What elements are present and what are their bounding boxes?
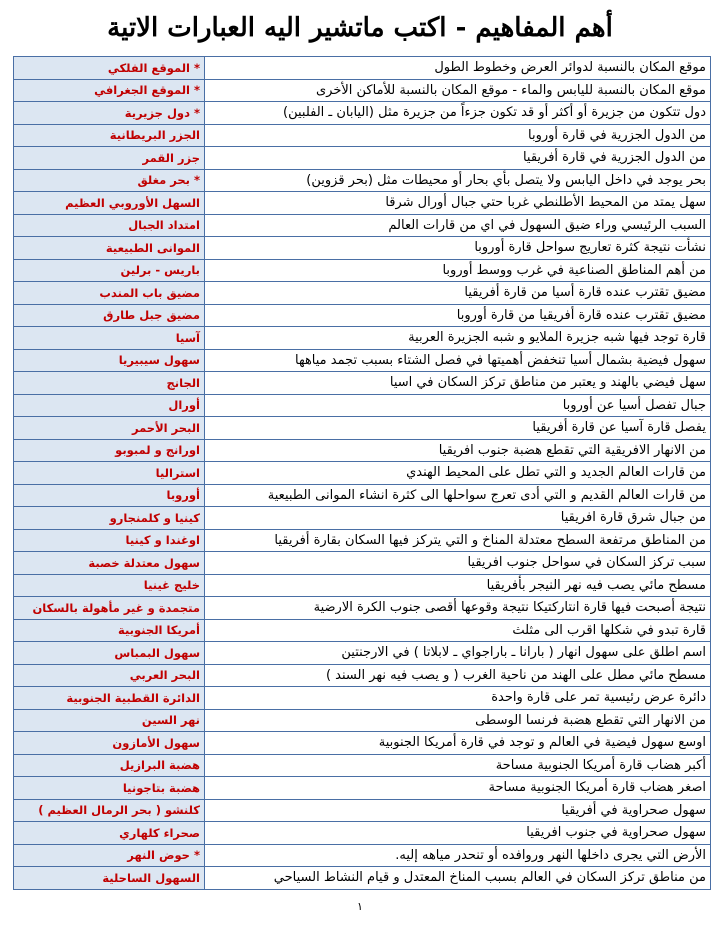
term-cell: جزر القمر: [14, 147, 205, 170]
table-row: [14, 484, 711, 507]
term-cell: أمريكا الجنوبية: [14, 619, 205, 642]
term-cell: * بحر مغلق: [14, 169, 205, 192]
term-cell: الجزر البريطانية: [14, 124, 205, 147]
definition-cell: مضيق تقترب عنده قارة أفريقيا من قارة أوروبا: [205, 304, 711, 327]
definition-cell: موقع المكان بالنسبة لليابس والماء - موقع المكان بالنسبة للأماكن الأخرى: [205, 79, 711, 102]
term-cell: سهول الأمازون: [14, 732, 205, 755]
term-cell: مضيق باب المندب: [14, 282, 205, 305]
table-row: [14, 169, 711, 192]
table-row: [14, 282, 711, 305]
table-row: [14, 259, 711, 282]
term-cell: نهر السين: [14, 709, 205, 732]
table-row: [14, 439, 711, 462]
table-row: [14, 237, 711, 260]
definition-cell: الأرض التي يجرى داخلها النهر وروافده أو تنحدر مياهه إليه.: [205, 844, 711, 867]
definition-cell: جبال تفصل أسيا عن أوروبا: [205, 394, 711, 417]
term-cell: البحر الأحمر: [14, 417, 205, 440]
term-cell: * حوض النهر: [14, 844, 205, 867]
table-row: [14, 844, 711, 867]
definition-cell: مضيق تقترب عنده قارة أسيا من قارة أفريقيا: [205, 282, 711, 305]
definition-cell: السبب الرئيسي وراء ضيق السهول في اي من قارات العالم: [205, 214, 711, 237]
table-row: [14, 57, 711, 80]
table-row: [14, 192, 711, 215]
term-cell: مضيق جبل طارق: [14, 304, 205, 327]
table-row: [14, 822, 711, 845]
concepts-table-body: [14, 57, 711, 890]
definition-cell: من مناطق تركز السكان في العالم بسبب المناخ المعتدل و قيام النشاط السياحي: [205, 867, 711, 890]
table-row: [14, 709, 711, 732]
term-cell: سهول سيبيريا: [14, 349, 205, 372]
table-row: [14, 799, 711, 822]
term-cell: امتداد الجبال: [14, 214, 205, 237]
term-cell: كينيا و كلمنجارو: [14, 507, 205, 530]
term-cell: خليج غينيا: [14, 574, 205, 597]
table-row: [14, 147, 711, 170]
definition-cell: من الانهار الافريقية التي تقطع هضبة جنوب افريقيا: [205, 439, 711, 462]
table-row: [14, 619, 711, 642]
definition-cell: من الدول الجزرية في قارة أفريقيا: [205, 147, 711, 170]
table-row: [14, 642, 711, 665]
table-row: [14, 732, 711, 755]
term-cell: الدائرة القطبية الجنوبية: [14, 687, 205, 710]
page-title: أهم المفاهيم - اكتب ماتشير اليه العبارات الاتية: [107, 13, 613, 43]
term-cell: اوغندا و كينيا: [14, 529, 205, 552]
term-cell: هضبة بتاجونيا: [14, 777, 205, 800]
definition-cell: من جبال شرق قارة افريقيا: [205, 507, 711, 530]
term-cell: السهول الساحلية: [14, 867, 205, 890]
table-row: [14, 124, 711, 147]
definition-cell: سهل يمتد من المحيط الأطلنطي غربا حتي جبال أورال شرقا: [205, 192, 711, 215]
term-cell: سهول معتدلة خصبة: [14, 552, 205, 575]
definition-cell: اسم اطلق على سهول انهار ( بارانا ـ باراجواي ـ لابلاتا ) في الارجنتين: [205, 642, 711, 665]
term-cell: البحر العربي: [14, 664, 205, 687]
definition-cell: مسطح مائي مطل على الهند من ناحية الغرب ( و يصب فيه نهر السند ): [205, 664, 711, 687]
term-cell: أورال: [14, 394, 205, 417]
table-row: [14, 304, 711, 327]
table-row: [14, 462, 711, 485]
definition-cell: نشأت نتيجة كثرة تعاريج سواحل قارة أوروبا: [205, 237, 711, 260]
table-row: [14, 417, 711, 440]
table-row: [14, 777, 711, 800]
term-cell: هضبة البرازيل: [14, 754, 205, 777]
term-cell: السهل الأوروبي العظيم: [14, 192, 205, 215]
table-row: [14, 867, 711, 890]
definition-cell: اوسع سهول فيضية في العالم و توجد في قارة أمريكا الجنوبية: [205, 732, 711, 755]
term-cell: * الموقع الفلكي: [14, 57, 205, 80]
definition-cell: يفصل قارة آسيا عن قارة أفريقيا: [205, 417, 711, 440]
table-row: [14, 574, 711, 597]
table-row: [14, 664, 711, 687]
concepts-table: [13, 56, 711, 890]
table-row: [14, 214, 711, 237]
definition-cell: اصغر هضاب قارة أمريكا الجنوبية مساحة: [205, 777, 711, 800]
term-cell: باريس - برلين: [14, 259, 205, 282]
definition-cell: نتيجة أصبحت فيها قارة انتاركتيكا نتيجة وقوعها أقصى جنوب الكرة الارضية: [205, 597, 711, 620]
definition-cell: دائرة عرض رئيسية تمر على قارة واحدة: [205, 687, 711, 710]
table-row: [14, 102, 711, 125]
table-row: [14, 687, 711, 710]
definition-cell: من الدول الجزرية في قارة أوروبا: [205, 124, 711, 147]
definition-cell: من قارات العالم القديم و التي أدى تعرج سواحلها الى كثرة انشاء الموانى الطبيعية: [205, 484, 711, 507]
table-row: [14, 349, 711, 372]
definition-cell: موقع المكان بالنسبة لدوائر العرض وخطوط الطول: [205, 57, 711, 80]
term-cell: سهول البمباس: [14, 642, 205, 665]
term-cell: * دول جزيرية: [14, 102, 205, 125]
table-row: [14, 394, 711, 417]
definition-cell: من الانهار التي تقطع هضبة فرنسا الوسطى: [205, 709, 711, 732]
definition-cell: سهول فيضية بشمال أسيا تنخفض أهميتها في فصل الشتاء بسبب تجمد مياهها: [205, 349, 711, 372]
definition-cell: سهل فيضي بالهند و يعتبر من مناطق تركز السكان في اسيا: [205, 372, 711, 395]
table-row: [14, 552, 711, 575]
definition-cell: سبب تركز السكان في سواحل جنوب افريقيا: [205, 552, 711, 575]
table-row: [14, 754, 711, 777]
definition-cell: أكبر هضاب قارة أمريكا الجنوبية مساحة: [205, 754, 711, 777]
definition-cell: من قارات العالم الجديد و التي تطل على المحيط الهندي: [205, 462, 711, 485]
table-row: [14, 372, 711, 395]
page-number: ١: [357, 900, 363, 913]
term-cell: كلنشو ( بحر الرمال العظيم ): [14, 799, 205, 822]
term-cell: استراليا: [14, 462, 205, 485]
term-cell: أوروبا: [14, 484, 205, 507]
term-cell: اورانج و لمبوبو: [14, 439, 205, 462]
table-row: [14, 597, 711, 620]
term-cell: الموانى الطبيعية: [14, 237, 205, 260]
table-row: [14, 507, 711, 530]
definition-cell: سهول صحراوية في جنوب افريقيا: [205, 822, 711, 845]
term-cell: صحراء كلهاري: [14, 822, 205, 845]
table-row: [14, 79, 711, 102]
definition-cell: دول تتكون من جزيرة أو أكثر أو قد تكون جزءاً من جزيرة مثل (اليابان ـ الفلبين): [205, 102, 711, 125]
term-cell: الجانج: [14, 372, 205, 395]
definition-cell: من أهم المناطق الصناعية في غرب ووسط أوروبا: [205, 259, 711, 282]
term-cell: آسيا: [14, 327, 205, 350]
definition-cell: قارة تبدو في شكلها اقرب الى مثلث: [205, 619, 711, 642]
definition-cell: من المناطق مرتفعة السطح معتدلة المناخ و التي يتركز فيها السكان بقارة أفريقيا: [205, 529, 711, 552]
definition-cell: قارة توجد فيها شبه جزيرة الملايو و شبه الجزيرة العربية: [205, 327, 711, 350]
table-row: [14, 327, 711, 350]
definition-cell: بحر يوجد في داخل اليابس ولا يتصل بأي بحار أو محيطات مثل (بحر قزوين): [205, 169, 711, 192]
term-cell: * الموقع الجغرافي: [14, 79, 205, 102]
table-row: [14, 529, 711, 552]
term-cell: متجمدة و غير مأهولة بالسكان: [14, 597, 205, 620]
definition-cell: مسطح مائي يصب فيه نهر النيجر بأفريقيا: [205, 574, 711, 597]
definition-cell: سهول صحراوية في أفريقيا: [205, 799, 711, 822]
